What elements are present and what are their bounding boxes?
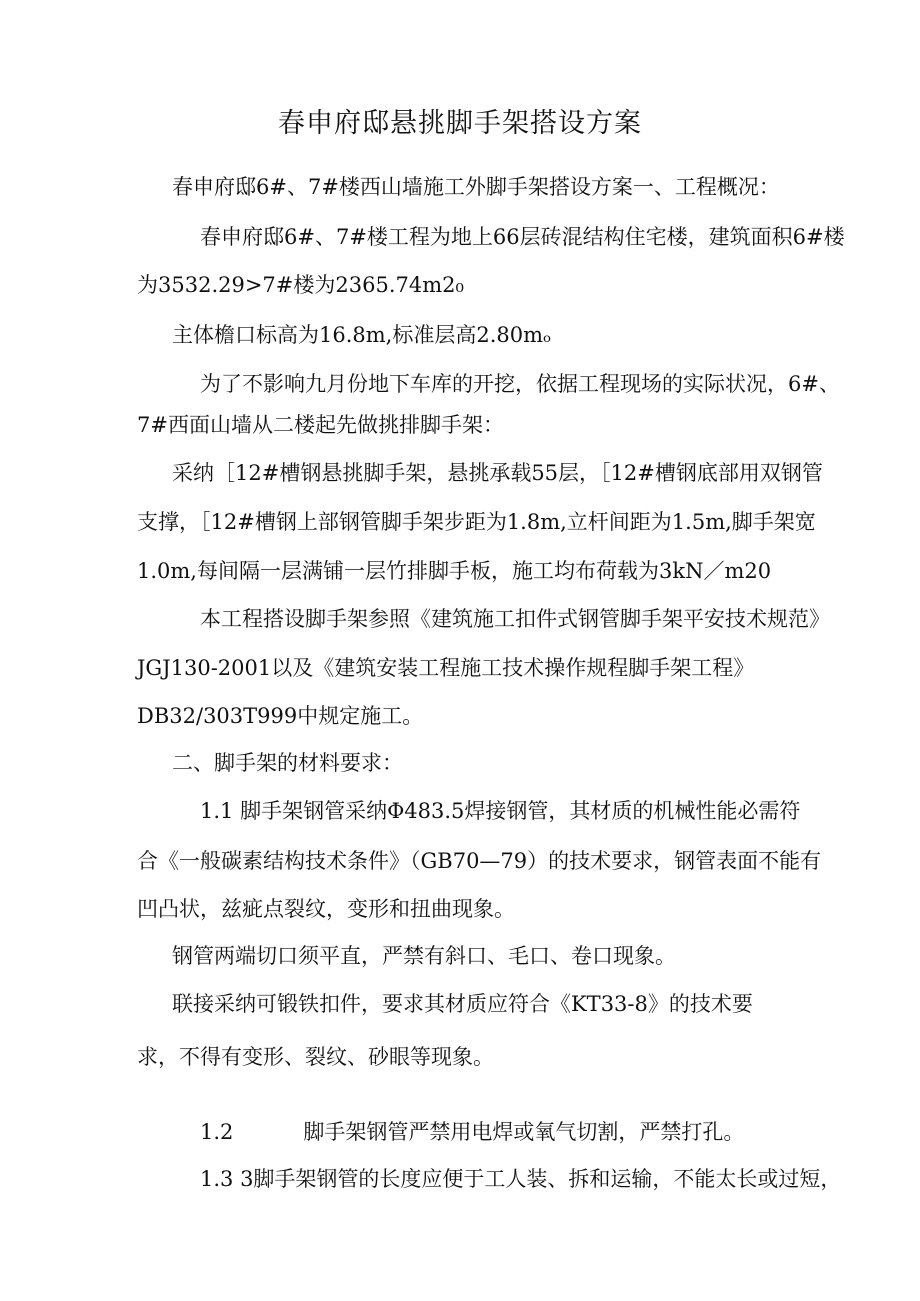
paragraph-line: 采纳［12#槽钢悬挑脚手架，悬挑承载55层，［12#槽钢底部用双钢管 [172, 461, 823, 485]
paragraph-line [200, 1117, 744, 1147]
item-number: 1.2 [200, 1120, 234, 1144]
paragraph-line: 联接采纳可锻铁扣件，要求其材质应符合《KT33-8》的技术要 [172, 992, 753, 1016]
paragraph-line: 本工程搭设脚手架参照《建筑施工扣件式钢管脚手架平安技术规范》 [200, 607, 830, 631]
paragraph-line: 春申府邸6#、7#楼工程为地上66层砖混结构住宅楼，建筑面积6#楼 [200, 225, 845, 249]
paragraph-line: JGJ130-2001以及《建筑安装工程施工技术操作规程脚手架工程》 [137, 656, 755, 680]
item-text: 脚手架钢管严禁用电焊或氧气切割，严禁打孔。 [303, 1120, 745, 1144]
paragraph-line: 7#西面山墙从二楼起先做挑排脚手架： [137, 413, 504, 437]
paragraph-line: 凹凸状，兹疵点裂纹，变形和扭曲现象。 [137, 897, 515, 921]
section-heading: 二、脚手架的材料要求： [172, 751, 403, 775]
paragraph-line: 合《一般碳素结构技术条件》（GB70—79）的技术要求，钢管表面不能有 [137, 849, 822, 873]
paragraph-line: 钢管两端切口须平直，严禁有斜口、毛口、卷口现象。 [172, 944, 676, 968]
paragraph-line: 主体檐口标高为16.8m,标准层高2.80mₒ [172, 323, 552, 347]
paragraph-line: DB32/303T999中规定施工。 [137, 704, 424, 728]
paragraph-line: 为了不影响九月份地下车库的开挖，依据工程现场的实际状况，6#、 [200, 372, 840, 396]
paragraph-line: 求，不得有变形、裂纹、砂眼等现象。 [137, 1045, 494, 1069]
paragraph-line: 支撑，［12#槽钢上部钢管脚手架步距为1.8m,立杆间距为1.5m,脚手架宽 [137, 510, 816, 534]
paragraph-line: 春申府邸6#、7#楼西山墙施工外脚手架搭设方案一、工程概况： [172, 175, 780, 199]
document-title: 春申府邸悬挑脚手架搭设方案 [278, 108, 642, 139]
paragraph-line: 1.1 脚手架钢管采纳Φ483.5焊接钢管，其材质的机械性能必需符 [200, 799, 801, 823]
paragraph-line: 1.3 3脚手架钢管的长度应便于工人装、拆和运输，不能太长或过短， [200, 1167, 842, 1191]
paragraph-line: 1.0m,每间隔一层满铺一层竹排脚手板，施工均布荷载为3kN／m20 [137, 559, 772, 583]
paragraph-line: 为3532.29>7#楼为2365.74m2₀ [137, 273, 464, 297]
